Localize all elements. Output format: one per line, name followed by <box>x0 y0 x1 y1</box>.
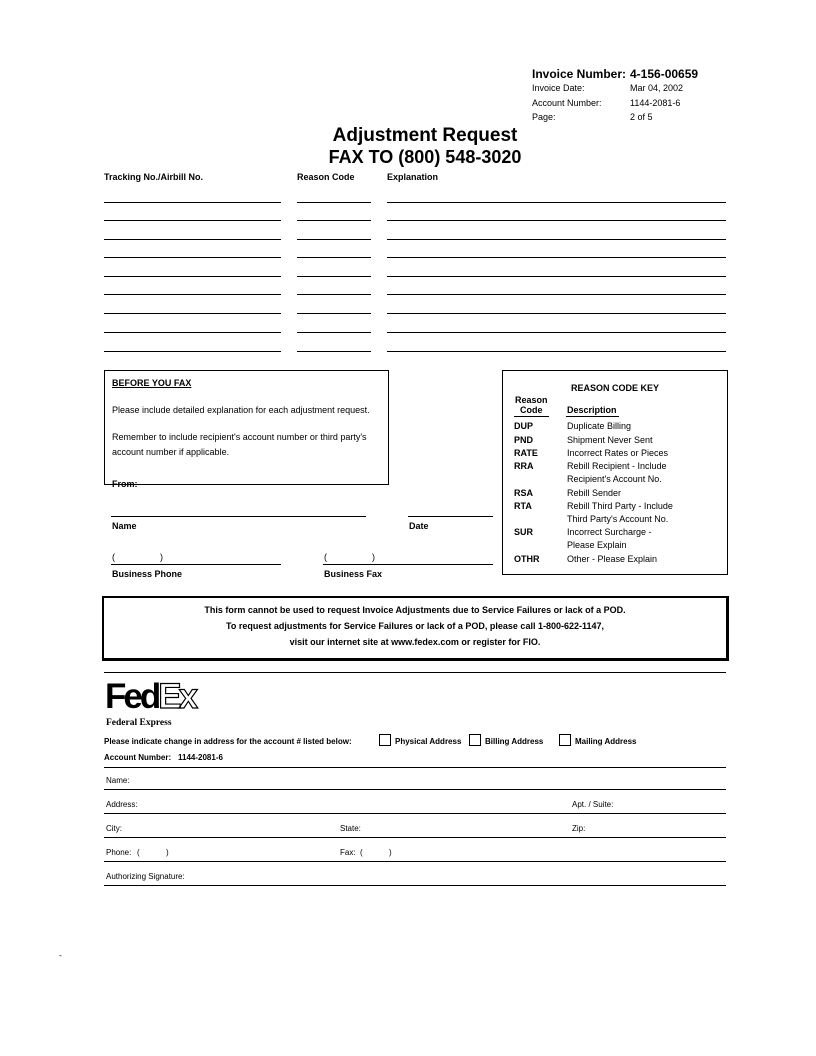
fax-paren-close: ) <box>372 552 375 562</box>
notice-line-3: visit our internet site at www.fedex.com or register for FIO. <box>289 637 541 647</box>
reason-code-entry-line[interactable] <box>297 332 371 333</box>
business-phone-label: Business Phone <box>112 569 183 579</box>
account-number-label: Account Number: <box>532 98 602 108</box>
reason-code-value: RATE <box>514 448 538 458</box>
billing-address-label: Billing Address <box>485 737 544 746</box>
name-label: Name <box>112 521 137 531</box>
reason-code-entry-line[interactable] <box>297 202 371 203</box>
city-field-label: City: <box>106 824 122 833</box>
reason-code-entry-line[interactable] <box>297 351 371 352</box>
address-account-number-label: Account Number: <box>104 753 172 762</box>
explanation-entry-line[interactable] <box>387 332 726 333</box>
fedex-logo-fed: Fed <box>105 677 159 716</box>
phone-field-paren-close: ) <box>166 848 169 857</box>
tracking-entry-line[interactable] <box>104 332 281 333</box>
name-input-line[interactable] <box>104 789 726 790</box>
reason-code-value: OTHR <box>514 554 540 564</box>
reason-code-key-heading: REASON CODE KEY <box>570 383 659 393</box>
reason-code-entry-line[interactable] <box>297 294 371 295</box>
section-divider <box>104 672 726 673</box>
tracking-entry-line[interactable] <box>104 351 281 352</box>
tracking-entry-line[interactable] <box>104 257 281 258</box>
reason-code-value: RSA <box>514 488 534 498</box>
invoice-number-value: 4-156-00659 <box>630 67 699 81</box>
phone-field-paren-open: ( <box>137 848 140 857</box>
reason-code-value: SUR <box>514 527 534 537</box>
name-field-label: Name: <box>106 776 130 785</box>
tracking-entry-line[interactable] <box>104 276 281 277</box>
tracking-entry-line[interactable] <box>104 220 281 221</box>
phone-fax-input-line[interactable] <box>104 861 726 862</box>
tracking-entry-line[interactable] <box>104 313 281 314</box>
fax-number-title: FAX TO (800) 548-3020 <box>328 147 522 167</box>
business-fax-line[interactable] <box>323 564 493 565</box>
billing-address-checkbox[interactable] <box>469 734 481 746</box>
fax-field-paren-close: ) <box>389 848 392 857</box>
from-label: From: <box>112 479 138 489</box>
tracking-column-header: Tracking No./Airbill No. <box>104 172 204 182</box>
reason-code-description: Duplicate Billing <box>567 421 632 431</box>
reason-code-description: Other - Please Explain <box>567 554 658 564</box>
reason-code-description: Incorrect Surcharge - <box>567 527 652 537</box>
tracking-entry-line[interactable] <box>104 239 281 240</box>
reason-code-col-header-1: Reason <box>515 395 548 405</box>
state-field-label: State: <box>340 824 361 833</box>
fedex-logo-ex: Ex <box>158 677 196 716</box>
fax-field-label: Fax: <box>340 848 356 857</box>
tracking-entry-line[interactable] <box>104 294 281 295</box>
reason-code-description: Rebill Third Party - Include <box>567 501 673 511</box>
description-col-underline <box>566 416 619 417</box>
business-fax-label: Business Fax <box>324 569 383 579</box>
address-form-top-line <box>104 767 726 768</box>
date-field-line[interactable] <box>408 516 493 517</box>
description-col-header: Description <box>567 405 617 415</box>
physical-address-checkbox[interactable] <box>379 734 391 746</box>
before-fax-instruction-2: Remember to include recipient's account number or third party's <box>112 432 367 442</box>
explanation-entry-line[interactable] <box>387 276 726 277</box>
address-field-label: Address: <box>106 800 138 809</box>
before-fax-instruction-3: account number if applicable. <box>112 447 230 457</box>
invoice-date-label: Invoice Date: <box>532 83 585 93</box>
address-change-prompt: Please indicate change in address for the account # listed below: <box>104 737 352 746</box>
reason-code-col-underline <box>514 416 549 417</box>
explanation-column-header: Explanation <box>387 172 439 182</box>
phone-field-label: Phone: <box>106 848 132 857</box>
reason-code-value: RTA <box>514 501 532 511</box>
page-label: Page: <box>532 112 556 122</box>
before-fax-instruction-1: Please include detailed explanation for each adjustment request. <box>112 405 370 415</box>
footer-mark: - <box>59 951 62 960</box>
explanation-entry-line[interactable] <box>387 239 726 240</box>
reason-code-value: DUP <box>514 421 534 431</box>
phone-paren-close: ) <box>160 552 163 562</box>
reason-code-description-continued: Please Explain <box>567 540 627 550</box>
address-input-line[interactable] <box>104 813 726 814</box>
reason-code-description-continued: Recipient's Account No. <box>567 474 662 484</box>
notice-line-2: To request adjustments for Service Failures or lack of a POD, please call 1-800-622-1147, <box>226 621 604 631</box>
reason-code-column-header: Reason Code <box>297 172 355 182</box>
account-number-value: 1144-2081-6 <box>630 98 681 108</box>
fax-field-paren-open: ( <box>360 848 363 857</box>
notice-line-1: This form cannot be used to request Invoice Adjustments due to Service Failures or lack of a POD. <box>204 605 626 615</box>
reason-code-col-header-2: Code <box>520 405 543 415</box>
mailing-address-label: Mailing Address <box>575 737 637 746</box>
reason-code-value: RRA <box>514 461 534 471</box>
name-field-line[interactable] <box>111 516 366 517</box>
fedex-logo <box>105 677 196 716</box>
zip-field-label: Zip: <box>572 824 586 833</box>
reason-code-entry-line[interactable] <box>297 313 371 314</box>
explanation-entry-line[interactable] <box>387 313 726 314</box>
reason-code-description: Rebill Recipient - Include <box>567 461 667 471</box>
phone-paren-open: ( <box>112 552 115 562</box>
tracking-entry-line[interactable] <box>104 202 281 203</box>
reason-code-description: Rebill Sender <box>567 488 622 498</box>
explanation-entry-line[interactable] <box>387 351 726 352</box>
physical-address-label: Physical Address <box>395 737 462 746</box>
page-value: 2 of 5 <box>630 112 653 122</box>
reason-code-value: PND <box>514 435 534 445</box>
reason-code-entry-line[interactable] <box>297 220 371 221</box>
explanation-entry-line[interactable] <box>387 220 726 221</box>
reason-code-description: Incorrect Rates or Pieces <box>567 448 669 458</box>
invoice-date-value: Mar 04, 2002 <box>630 83 684 93</box>
explanation-entry-line[interactable] <box>387 294 726 295</box>
before-you-fax-heading: BEFORE YOU FAX <box>112 378 192 388</box>
reason-code-entry-line[interactable] <box>297 257 371 258</box>
reason-code-entry-line[interactable] <box>297 239 371 240</box>
fax-paren-open: ( <box>324 552 327 562</box>
authorizing-signature-label: Authorizing Signature: <box>106 872 185 881</box>
explanation-entry-line[interactable] <box>387 202 726 203</box>
reason-code-description: Shipment Never Sent <box>567 435 653 445</box>
apt-suite-field-label: Apt. / Suite: <box>572 800 614 809</box>
page-title: Adjustment Request <box>332 125 518 146</box>
address-account-number-value: 1144-2081-6 <box>178 753 223 762</box>
date-label: Date <box>409 521 429 531</box>
city-state-zip-input-line[interactable] <box>104 837 726 838</box>
reason-code-entry-line[interactable] <box>297 276 371 277</box>
reason-code-description-continued: Third Party's Account No. <box>567 514 669 524</box>
mailing-address-checkbox[interactable] <box>559 734 571 746</box>
business-phone-line[interactable] <box>111 564 281 565</box>
explanation-entry-line[interactable] <box>387 257 726 258</box>
federal-express-subtitle: Federal Express <box>106 718 172 728</box>
signature-input-line[interactable] <box>104 885 726 886</box>
invoice-number-label: Invoice Number: <box>532 67 627 81</box>
